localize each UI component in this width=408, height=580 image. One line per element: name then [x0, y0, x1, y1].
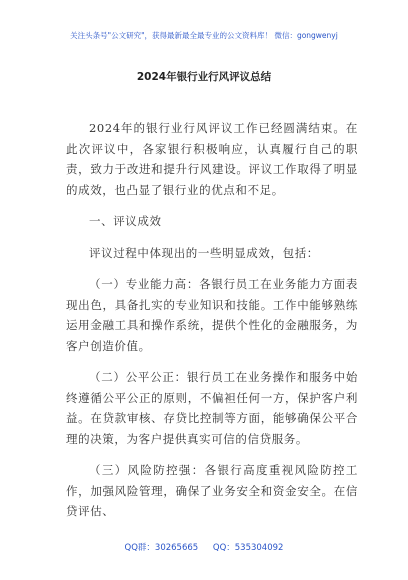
item-risk-control: （三）风险防控强：各银行高度重视风险防控工作，加强风险管理，确保了业务安全和资金安全。在信贷评估、 — [66, 463, 358, 518]
intro-paragraph: 2024年的银行业行风评议工作已经圆满结束。在此次评议中，各家银行积极响应，认真履行自己的职责，致力于改进和提升行风建设。评议工作取得了明显的成效，也凸显了银行业的优点和不足。 — [66, 121, 358, 197]
section-heading-results: 一、评议成效 — [89, 214, 162, 228]
item-professional-ability: （一）专业能力高：各银行员工在业务能力方面表现出色，具备扎实的专业知识和技能。工作中能够熟练运用金融工具和操作系统，提供个性化的金融服务，为客户创造价值。 — [66, 277, 358, 353]
item-fairness: （二）公平公正：银行员工在业务操作和服务中始终遵循公平公正的原则，不偏袒任何一方，保护客户利益。在贷款审核、存贷比控制等方面，能够确保公平合理的决策，为客户提供真实可信的信贷服务。 — [66, 370, 358, 446]
footer-contact — [0, 541, 408, 553]
document-body — [66, 118, 358, 522]
footer-qq-number: QQ：535304092 — [212, 543, 284, 553]
footer-qq-group: QQ群：30265665 — [124, 543, 199, 553]
header-notice: 关注头条号"公文研究"，获得最新最全最专业的公文资料库！ 微信：gongwenyj — [70, 31, 338, 40]
lead-paragraph: 评议过程中体现出的一些明显成效，包括： — [89, 245, 319, 260]
document-title: 2024年银行业行风评议总结 — [136, 71, 272, 83]
